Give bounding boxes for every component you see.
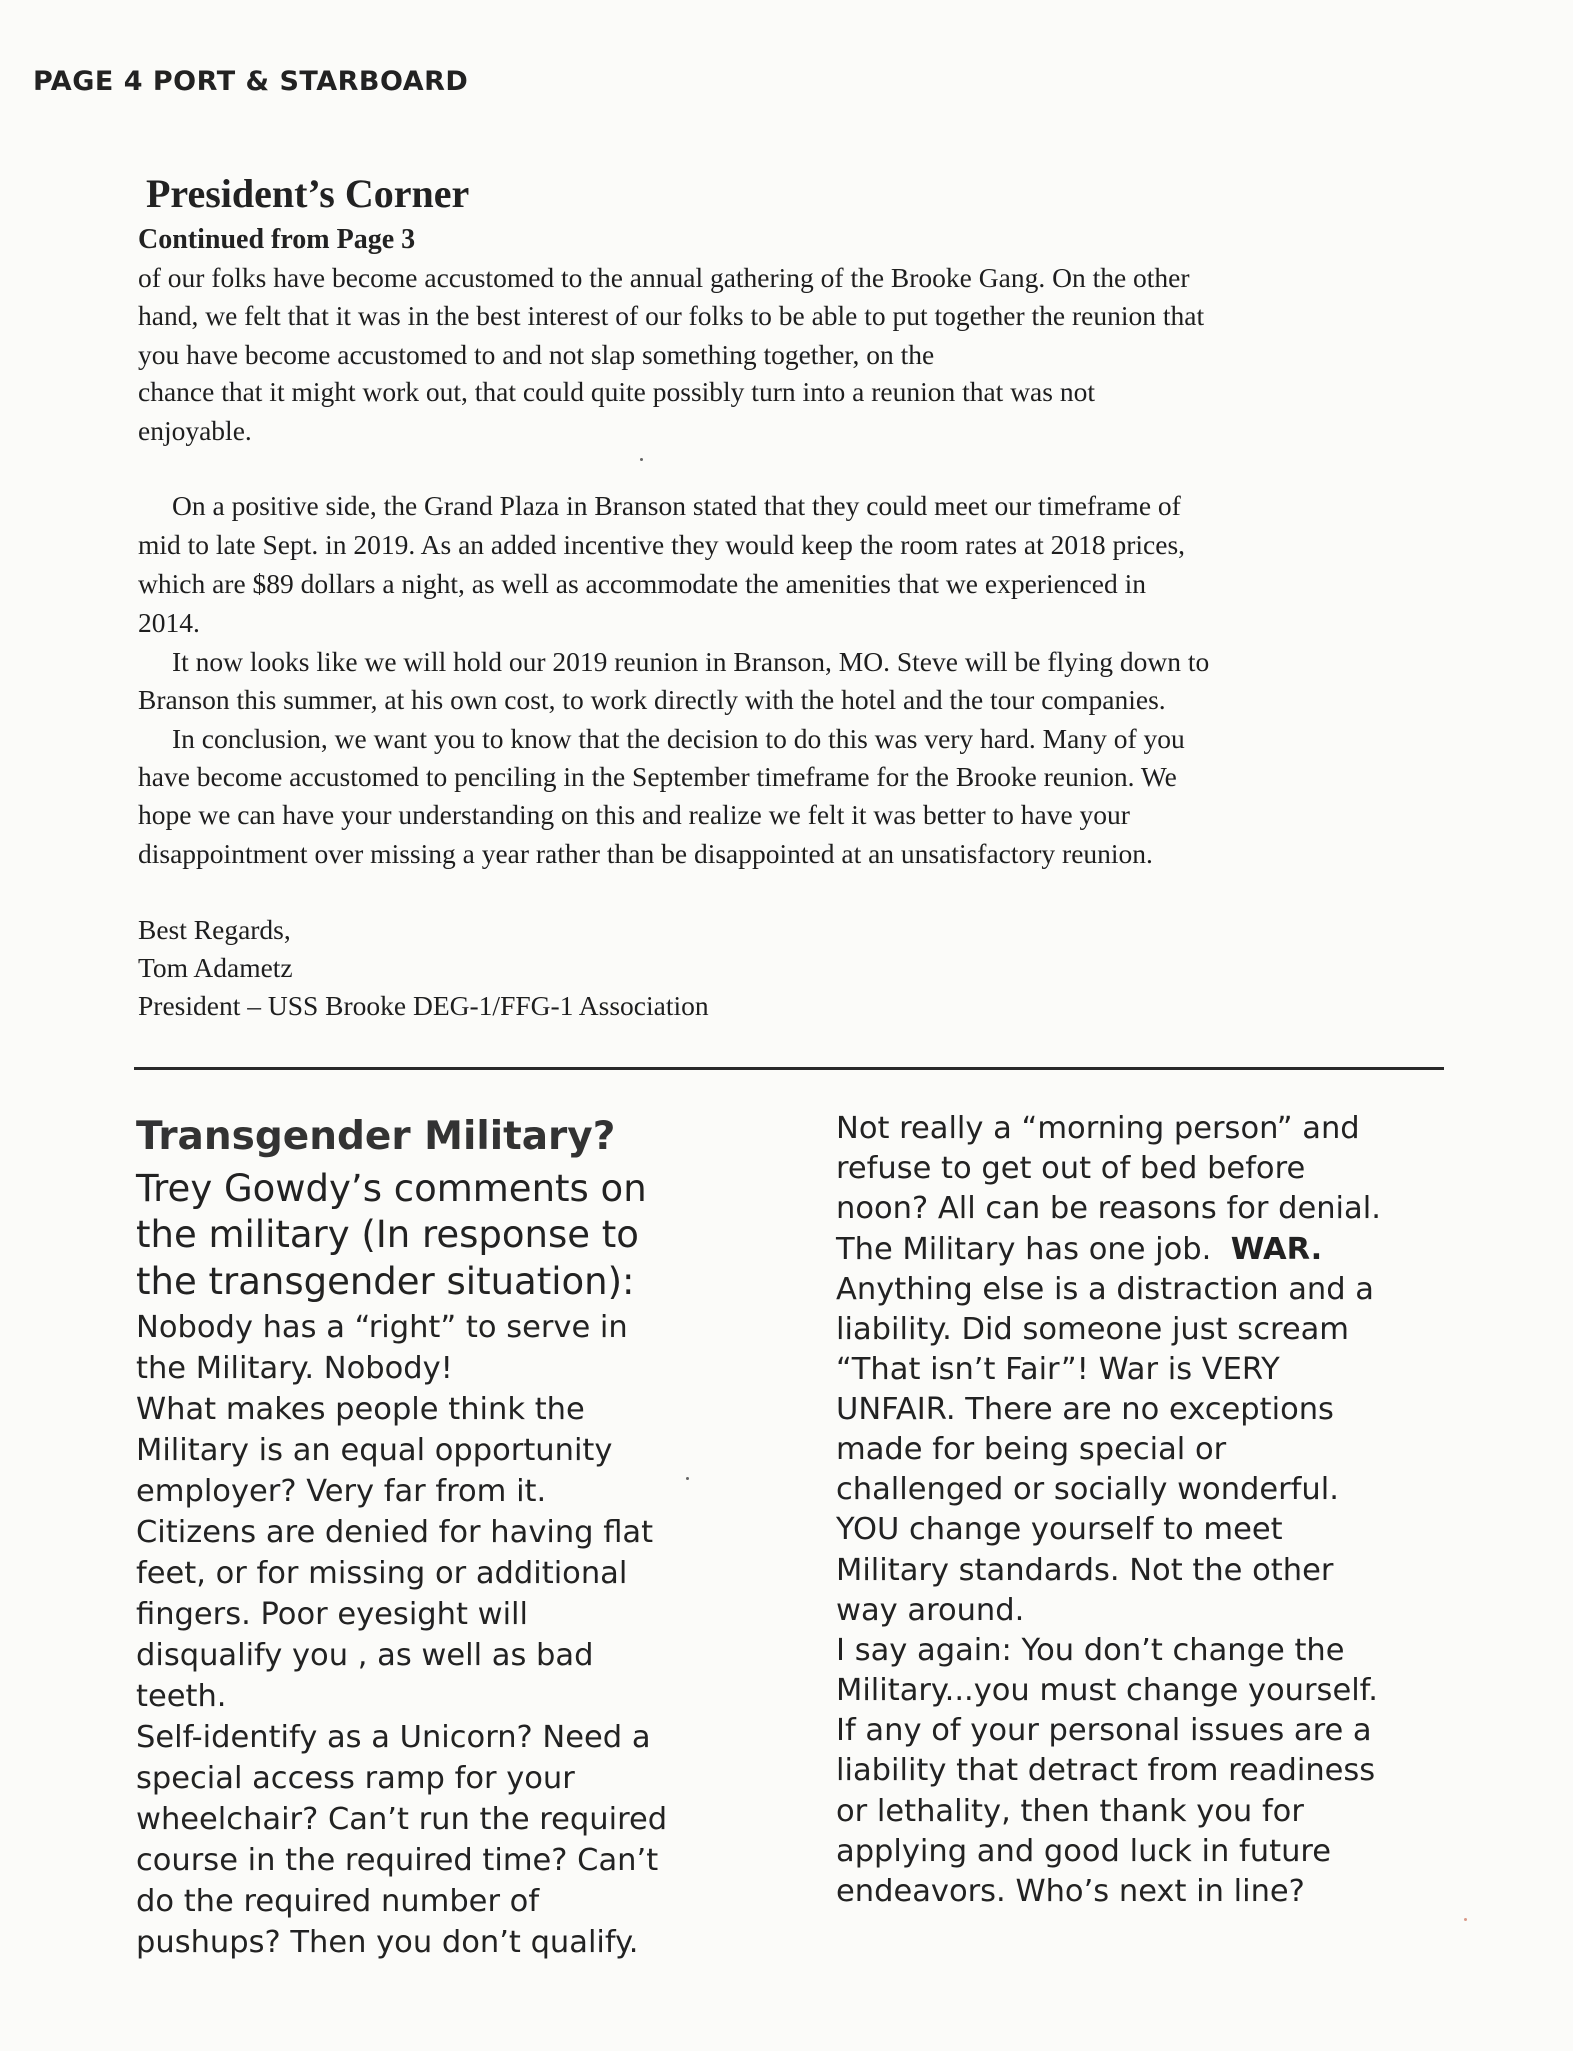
article-line: fingers. Poor eyesight will — [136, 1597, 529, 1632]
emphasis-word: WAR. — [1230, 1232, 1323, 1267]
article-line: challenged or socially wonderful. — [836, 1472, 1339, 1507]
body-line: hope we can have your understanding on this and realize we felt it was better to have your — [138, 799, 1130, 830]
body-line: On a positive side, the Grand Plaza in Branson stated that they could meet our timeframe of — [172, 490, 1181, 521]
body-line: chance that it might work out, that could quite possibly turn into a reunion that was not — [138, 376, 1095, 407]
article-line: teeth. — [136, 1679, 227, 1714]
scan-speck — [686, 1477, 689, 1480]
article-line: feet, or for missing or additional — [136, 1556, 628, 1591]
article-title: Transgender Military? — [136, 1114, 616, 1159]
article-line-with-emphasis — [836, 1232, 1323, 1267]
intro-line: the transgender situation): — [136, 1260, 635, 1303]
body-line: of our folks have become accustomed to the annual gathering of the Brooke Gang. On the other — [138, 262, 1190, 293]
article-line: The Military has one job. — [836, 1232, 1212, 1267]
article-line: made for being special or — [836, 1432, 1227, 1467]
article-line: Nobody has a “right” to serve in — [136, 1310, 628, 1345]
signature-line: President – USS Brooke DEG-1/FFG-1 Association — [138, 990, 709, 1021]
body-line: Branson this summer, at his own cost, to work directly with the hotel and the tour companies. — [138, 684, 1166, 715]
article-line: Citizens are denied for having flat — [136, 1515, 654, 1550]
article-line: wheelchair? Can’t run the required — [136, 1802, 668, 1837]
article-line: way around. — [836, 1593, 1025, 1628]
continued-note: Continued from Page 3 — [138, 224, 416, 255]
article-line: UNFAIR. There are no exceptions — [836, 1392, 1334, 1427]
body-line: you have become accustomed to and not slap something together, on the — [138, 339, 935, 370]
body-line: 2014. — [138, 607, 200, 638]
article-line: “That isn’t Fair”! War is VERY — [836, 1352, 1280, 1387]
page-header: PAGE 4 PORT & STARBOARD — [33, 66, 469, 97]
article-line: YOU change yourself to meet — [836, 1512, 1283, 1547]
article-line: liability that detract from readiness — [836, 1753, 1376, 1788]
section-title: President’s Corner — [146, 171, 470, 216]
scan-speck — [1464, 1918, 1467, 1921]
article-line: I say again: You don’t change the — [836, 1633, 1345, 1668]
article-line: course in the required time? Can’t — [136, 1843, 659, 1878]
signature-line: Best Regards, — [138, 914, 291, 945]
article-line: Military standards. Not the other — [836, 1553, 1334, 1588]
article-line: applying and good luck in future — [836, 1834, 1332, 1869]
body-line: In conclusion, we want you to know that the decision to do this was very hard. Many of you — [172, 723, 1185, 754]
article-line: special access ramp for your — [136, 1761, 575, 1796]
article-line: Anything else is a distraction and a — [836, 1272, 1374, 1307]
article-line: pushups? Then you don’t qualify. — [136, 1925, 639, 1960]
body-line: enjoyable. — [138, 415, 252, 446]
section-divider — [134, 1067, 1444, 1070]
body-line: which are $89 dollars a night, as well as accommodate the amenities that we experienced in — [138, 568, 1146, 599]
article-line: liability. Did someone just scream — [836, 1312, 1350, 1347]
article-line: the Military. Nobody! — [136, 1351, 453, 1386]
article-line: do the required number of — [136, 1884, 540, 1919]
intro-line: Trey Gowdy’s comments on — [136, 1167, 647, 1210]
article-line: Military...you must change yourself. — [836, 1673, 1378, 1708]
article-line: employer? Very far from it. — [136, 1474, 547, 1509]
article-line: What makes people think the — [136, 1392, 585, 1427]
article-line: If any of your personal issues are a — [836, 1713, 1372, 1748]
article-line: Not really a “morning person” and — [836, 1111, 1360, 1146]
article-line: or lethality, then thank you for — [836, 1794, 1304, 1829]
body-line: disappointment over missing a year rather than be disappointed at an unsatisfactory reunion. — [138, 838, 1153, 869]
intro-line: the military (In response to — [136, 1213, 639, 1256]
body-line: mid to late Sept. in 2019. As an added incentive they would keep the room rates at 2018 prices, — [138, 529, 1186, 560]
body-line: It now looks like we will hold our 2019 reunion in Branson, MO. Steve will be flying down to — [172, 646, 1210, 677]
article-line: refuse to get out of bed before — [836, 1151, 1306, 1186]
article-line: Military is an equal opportunity — [136, 1433, 613, 1468]
scan-speck — [640, 458, 643, 461]
signature-line: Tom Adametz — [138, 952, 293, 983]
article-line: noon? All can be reasons for denial. — [836, 1191, 1381, 1226]
article-line: disqualify you , as well as bad — [136, 1638, 594, 1673]
body-line: hand, we felt that it was in the best interest of our folks to be able to put together the reunion that — [138, 300, 1205, 331]
article-line: Self-identify as a Unicorn? Need a — [136, 1720, 651, 1755]
body-line: have become accustomed to penciling in the September timeframe for the Brooke reunion. We — [138, 761, 1177, 792]
article-line: endeavors. Who’s next in line? — [836, 1874, 1305, 1909]
